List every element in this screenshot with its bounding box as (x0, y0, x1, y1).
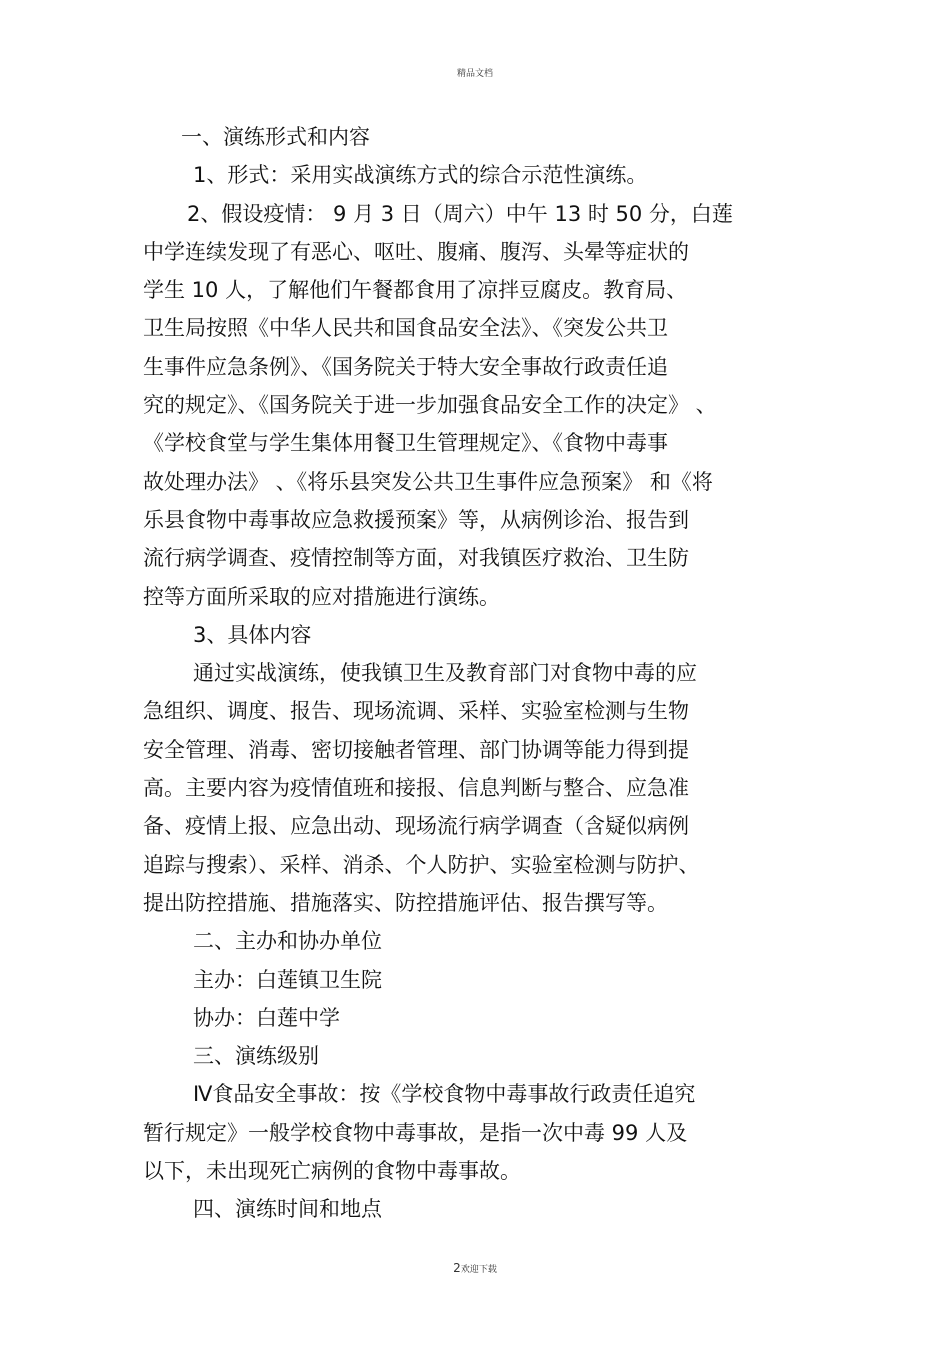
section-heading-1: 一、演练形式和内容 (181, 125, 370, 149)
paragraph-line: 协办：白莲中学 (193, 1005, 340, 1030)
paragraph-line: 以下，未出现死亡病例的食物中毒事故。 (143, 1159, 521, 1184)
paragraph-line: 流行病学调查、疫情控制等方面，对我镇医疗救治、卫生防 (143, 546, 689, 571)
page-footer (0, 1261, 950, 1275)
paragraph-line: 控等方面所采取的应对措施进行演练。 (143, 584, 500, 609)
paragraph-line: 生事件应急条例》、《国务院关于特大安全事故行政责任追 (143, 354, 668, 379)
section-heading-2: 二、主办和协办单位 (193, 929, 382, 954)
paragraph-line: 卫生局按照《中华人民共和国食品安全法》、《突发公共卫 (143, 316, 668, 341)
paragraph-line: 中学连续发现了有恶心、呕吐、腹痛、腹泻、头晕等症状的 (143, 239, 689, 264)
paragraph-line: 主办：白莲镇卫生院 (193, 967, 382, 992)
paragraph-line: 1、形式：采用实战演练方式的综合示范性演练。 (193, 163, 648, 188)
document-body (143, 118, 823, 1229)
footer-text: 欢迎下载 (460, 1265, 497, 1275)
paragraph-line: 提出防控措施、措施落实、防控措施评估、报告撰写等。 (143, 890, 668, 915)
paragraph-line: 安全管理、消毒、密切接触者管理、部门协调等能力得到提 (143, 737, 689, 762)
page-number: 2 (453, 1261, 461, 1275)
section-heading-4: 四、演练时间和地点 (193, 1197, 382, 1222)
page-header: 精品文档 (456, 69, 493, 79)
paragraph-line: 通过实战演练，使我镇卫生及教育部门对食物中毒的应 (193, 661, 697, 686)
paragraph-line: 2、假设疫情： 9 月 3 日（周六）中午 13 时 50 分，白莲 (187, 201, 733, 226)
paragraph-line: 《学校食堂与学生集体用餐卫生管理规定》、《食物中毒事 (143, 431, 668, 456)
section-heading-3: 三、演练级别 (193, 1044, 319, 1069)
paragraph-line: 究的规定》、《国务院关于进一步加强食品安全工作的决定》 、 (143, 393, 717, 418)
paragraph-line: Ⅳ食品安全事故：按《学校食物中毒事故行政责任追究 (193, 1082, 696, 1107)
paragraph-line: 追踪与搜索）、采样、消杀、个人防护、实验室检测与防护、 (143, 852, 700, 877)
subsection-heading: 3、具体内容 (193, 622, 312, 647)
paragraph-line: 急组织、调度、报告、现场流调、采样、实验室检测与生物 (143, 699, 689, 724)
paragraph-line: 高。主要内容为疫情值班和接报、信息判断与整合、应急准 (143, 776, 689, 801)
paragraph-line: 暂行规定》一般学校食物中毒事故，是指一次中毒 99 人及 (143, 1120, 688, 1145)
paragraph-line: 学生 10 人，了解他们午餐都食用了凉拌豆腐皮。教育局、 (143, 278, 688, 303)
paragraph-line: 故处理办法》 、《将乐县突发公共卫生事件应急预案》 和《将 (143, 469, 713, 494)
paragraph-line: 备、疫情上报、应急出动、现场流行病学调查（含疑似病例 (143, 814, 689, 839)
paragraph-line: 乐县食物中毒事故应急救援预案》等，从病例诊治、报告到 (143, 507, 689, 532)
